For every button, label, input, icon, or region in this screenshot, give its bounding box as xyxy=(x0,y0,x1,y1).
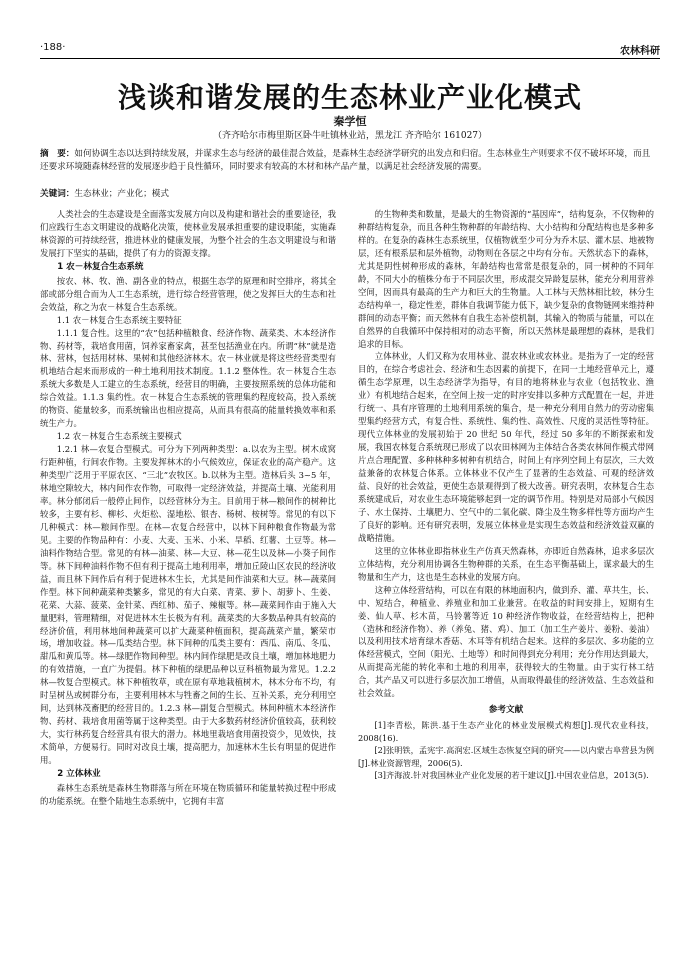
right-paragraph-4: 这种立体经营结构，可以在有限的林地面积内，做到乔、灌、草共生，长、中、短结合，种植业、养殖业和加工业兼营。在收益的时间安排上，短期有生姜、仙人草、杉木苗，马铃薯等近 10 种经济作物收益，在经营结构上，把种（造林和经济作物）、养（养兔、猪、鸡）、加工（加工生产姜片、姜粉、姜油）以及利用技术培育绿木香菇、木耳等有机结合起来。这样的多层次、多功能的立体经营模式，空间（阳光、土地等）和时间得到充分利用；充分作用达到最大，从而提高光能的转化率和土地的利用率，获得较大的生物量。由于实行林工结合，其产品又可以进行多层次加工增值，从而取得最佳的经济效益、生态效益和社会效益。 xyxy=(358,584,654,699)
right-column xyxy=(358,208,654,782)
references-title: 参考文献 xyxy=(488,705,524,716)
abstract-text: 如何协调生态以达到持续发展，并谋求生态与经济的最佳混合效益，是森林生态经济学研究的出发点和归宿。生态林业生产则要求不仅不破坏环境，而且还要求环境随森林经营的发展逐步趋于良性循环，同时要求有较高的木材和林产品产量，以满足社会经济发展的需要。 xyxy=(40,149,651,172)
abstract-label: 摘 要： xyxy=(40,149,75,159)
subsection-heading-1-2: 1.2 农－林复合生态系统主要模式 xyxy=(56,431,182,442)
intro-paragraph: 人类社会的生态建设是全面落实发展方向以及构建和谐社会的重要途径，我们应践行生态文明建设的战略化决策，使林业发展承担重要的建设职能，实施森林资源的可持续经营，推进林业的健康发展，为整个社会的生态文明建设与和谐发展打下坚实的基础，提供了有力的资源支撑。 xyxy=(40,209,336,258)
keywords xyxy=(40,188,654,201)
section-heading-2: 2 立体林业 xyxy=(57,768,101,779)
right-paragraph-3: 这里的立体林业即指林业生产仿真天然森林，亦即近自然森林，追求多层次立体结构，充分利用协调各生物种群的关系，在生态平衡基础上，谋求最大的生物量和生产力，这也是生态林业的发展方向。 xyxy=(358,545,654,582)
article-author: 秦学恒 xyxy=(333,115,367,128)
article-affiliation: （齐齐哈尔市梅里斯区卧牛吐镇林业站，黑龙江 齐齐哈尔 161027） xyxy=(212,131,488,141)
abstract xyxy=(40,148,654,174)
section-2-paragraph: 森林生态系统是森林生物群落与所在环境在物质循环和能量转换过程中形成的功能系统。在整个陆地生态系统中，它拥有丰富 xyxy=(40,782,336,806)
page-number: ·188· xyxy=(40,42,66,53)
reference-item: [1]李青松，陈洪.基于生态产业化的林业发展模式构想[J].现代农业科技，2008(16). xyxy=(358,720,654,743)
keywords-label: 关键词： xyxy=(40,189,75,199)
reference-item: [2]张明铁，孟宪宇.高润宏.区域生态恢复空间的研究——以内蒙古阜营县为例[J].林业资源管理，2006(5). xyxy=(358,745,654,768)
keywords-text: 生态林业；产业化；模式 xyxy=(74,189,169,199)
header-rule xyxy=(40,58,660,59)
right-paragraph-1: 的生物种类和数量，是最大的生物资源的“基因库”，结构复杂，不仅物种的种群结构复杂，而且各种生物种群的年龄结构、大小结构和分配结构也是多种多样的。在复杂的森林生态系统里，仅植物就至少可分为乔木层、灌木层、地被物层，还有根系层和层外植物，动物则在各层之中均有分布。天然状态下的森林，尤其是阴性树种形成的森林，年龄结构也常常是很复杂的，同一树种的不同年龄，不同大小的植株分布于不同层次里，形成混交异龄复层林，能充分利用营养空间，因而具有最高的生产力和巨大的生物量。人工林与天然林相比较，林分生态结构单一，稳定性差，群体自我调节能力低下，缺少复杂的食物链网来维持种群间的动态平衡；而天然林有自我生态补偿机制，其输入的物质与能量，可以在自然界的自我循环中保持相对的动态平衡，所以天然林是最理想的森林，是我们追求的目标。 xyxy=(358,209,654,349)
journal-name: 农林科研 xyxy=(620,46,660,57)
section-1-paragraph: 按农、林、牧、渔、副各业的特点，根据生态学的原理和时空排序，将其全部或部分组合而为人工生态系统，进行综合经营管理，使之发挥巨大的生态和社会效益，称之为农－林复合生态系统。 xyxy=(40,275,336,312)
right-paragraph-2: 立体林业，人们又称为农用林业、混农林业或农林业。是指为了一定的经营目的，在综合考虑社会、经济和生态因素的前提下，在同一土地经营单元上，遵循生态学原理，以生态经济学为指导，有目的地将林业与农业（包括牧业、渔业）有机地结合起来，在空间上按一定的时序安排以多种方式配置在一起，并进行统一、具有序管理的土地利用系统的集合，是一种充分利用自然力的劳动密集型集约经营方式，有复合性、系统性、集约性、高效性、尺度的灵活性等特征。现代立体林业的发展初始于 20 世纪 50 年代，经过 50 多年的不断探索和发展，我国农林复合系统现已形成了以农田林网为主体结合各类农林间作模式带网片点合理配置、多种林种多树种有机结合，时间上有序列空间上有层次，三大效益兼备的农林复合体系。立体林业不仅产生了显著的生态效益、可观的经济效益、良好的社会效益，更使生态景观得到了极大改善。研究表明，农林复合生态系统建成后，对农业生态环境能够起到一定的调节作用。特别是对局部小气候因子、水土保持、土壤肥力、空气中的二氧化碳、降尘及生物多样性等方面均产生了良好的影响。还有研究表明，发展立体林业是实现生态效益和经济效益双赢的战略措施。 xyxy=(358,351,654,543)
reference-item: [3]齐海波.针对我国林业产业化发展的若干建议[J].中国农业信息，2013(5). xyxy=(374,770,649,781)
article-title: 浅谈和谐发展的生态林业产业化模式 xyxy=(117,81,582,114)
subsection-heading-1-1: 1.1 农－林复合生态系统主要特征 xyxy=(56,314,182,325)
left-column xyxy=(40,208,336,808)
page-header xyxy=(40,42,660,60)
subsection-1-2-paragraph: 1.2.1 林—农复合型模式。可分为下列两种类型：a.以农为主型。树木成窝行距种植，行间农作物。主要发挥林木的小气候效应，保证农业的高产稳产。这种类型广泛用于平原农区、“三北”农牧区。b.以林为主型。造林后头 3~5 年，林地空隙较大，林内间作农作物，可取得一定经济效益，并提高土壤、光能利用率。林分郁闭后一般停止间作，以经营林分为主。目前用于林—粮间作的树种比较多，主要有杉、柳杉、火炬松、湿地松、银杏、杨树、桉树等。常见的有以下几种模式：林—粮间作型。在林—农复合经营中，以林下间种粮食作物最为常见。主要的作物品种有：小麦、大麦、玉米、小米、旱稻、红薯、土豆等。林—油料作物结合型。常见的有林—油菜、林—大豆、林—花生以及林—小葵子间作等。林下间种油料作物不但有利于提高土地利用率，增加丘陵山区农民的经济收益，而且林下间作后有利于促进林木生长，尤其是间作油菜和大豆。林—蔬菜间作型。林下间种蔬菜种类繁多，常见的有大白菜、青菜、萝卜、胡萝卜、生姜、花菜、大蒜、菠菜、金针菜、西红柿、茄子、辣椒等。林—蔬菜间作由于施入大量肥料，管理精细，对促进林木生长极为有利。蔬菜类的大多数品种具有较高的经济价值，利用林地间种蔬菜可以扩大蔬菜种植面积，提高蔬菜产量，繁荣市场，增加收益。林—瓜类结合型。林下间种的瓜类主要有：西瓜、南瓜、冬瓜、甜瓜和黄瓜等。林—绿肥作物间种型。林内间作绿肥是改良土壤，增加林地肥力的有效措施，一直广为提倡。林下种植的绿肥品种以豆科植物最为常见。1.2.2 林—牧复合型模式。林下种植牧草，或在原有草地栽植树木，林木分布不均，有时呈树丛或树群分布，主要利用林木与牲畜之间的生长、互补关系，充分利用空间，达到林茂畜肥的经营目的。1.2.3 林—副复合型模式。林间种植木本经济作物、药材、栽培食用菌等属于这种类型。由于大多数药材经济价值较高，获利较大，实行林药复合经营具有很大的潜力。林地里栽培食用菌投资少，见效快，技术简单，方便易行。同时对改良土壤，提高肥力，加速林木生长有明显的促进作用。 xyxy=(40,444,336,766)
section-heading-1: 1 农－林复合生态系统 xyxy=(57,261,144,272)
subsection-1-1-paragraph: 1.1.1 复合性。这里的“农”包括种植粮食、经济作物、蔬菜类、木本经济作物、药材等，栽培食用菌，饲养家畜家禽，甚至包括渔业在内。所谓“林”就是造林、营林，包括用材林、果树和其他经济林木。农－林业就是将这些经营类型有机地结合起来而形成的一种土地利用技术制度。1.1.2 整体性。农－林复合生态系统大多数是人工建立的生态系统，经营目的明确，主要按照系统的总体功能和综合效益。1.1.3 集约性。农－林复合生态系统的管理集约程度较高，投入系统的物资、能量较多，而系统输出也相应提高，从而具有很高的能量转换效率和系统生产力。 xyxy=(40,327,336,429)
